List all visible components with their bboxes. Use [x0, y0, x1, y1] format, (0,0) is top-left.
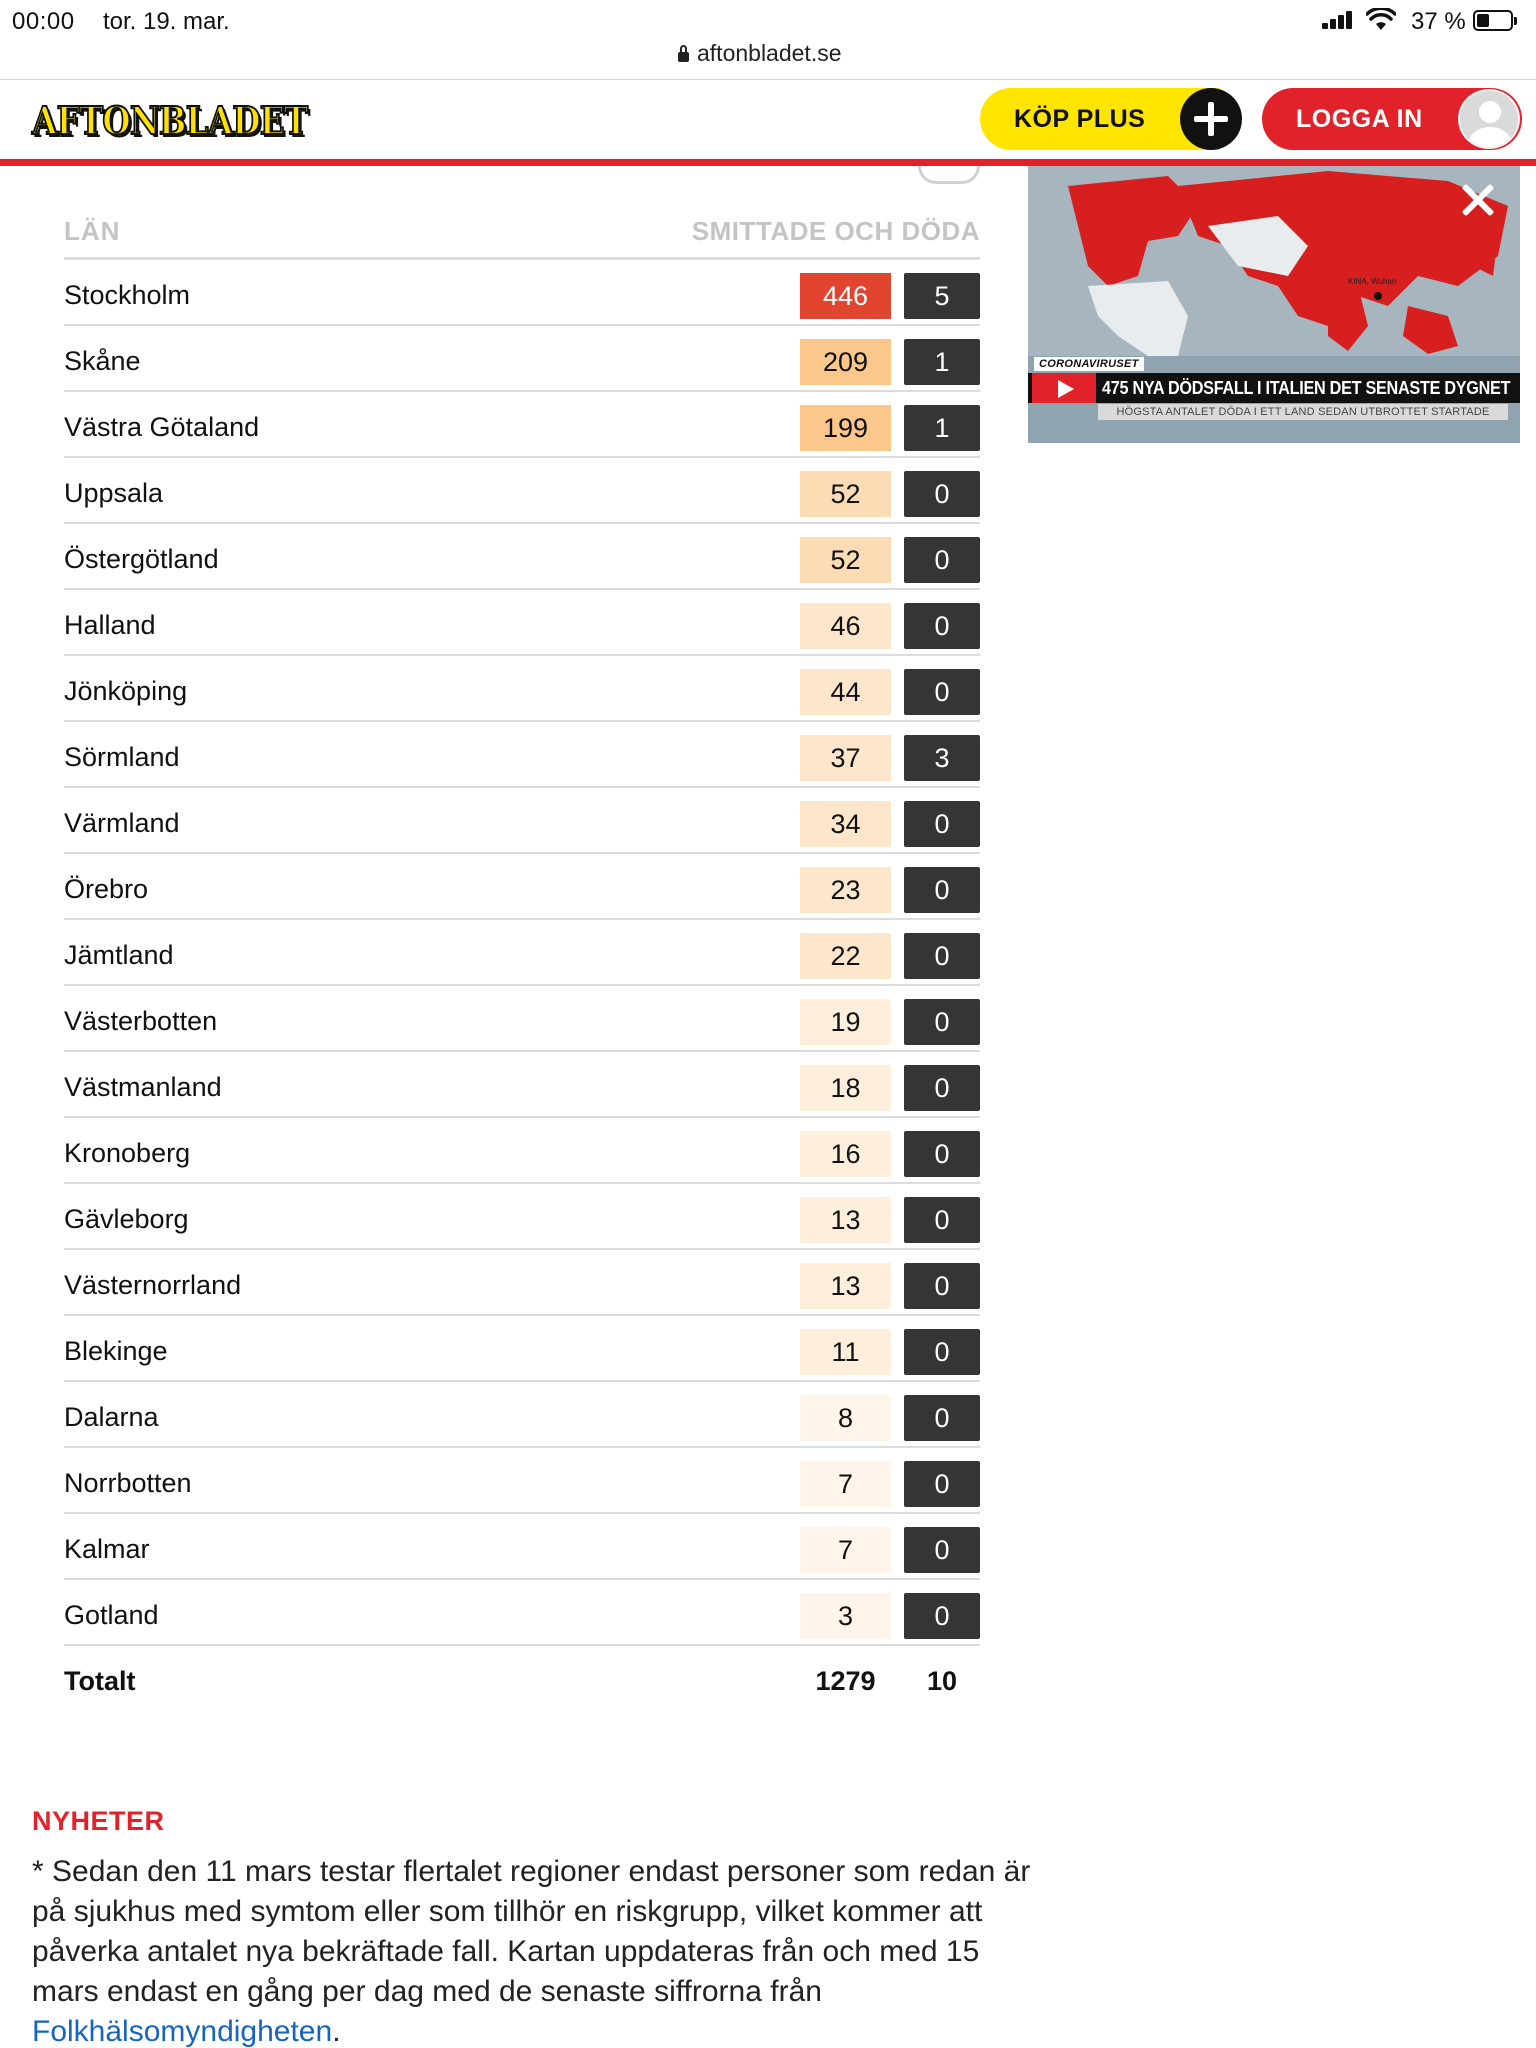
- column-header-stats: SMITTADE OCH DÖDA: [691, 216, 980, 246]
- total-label: Totalt: [64, 1666, 136, 1696]
- deaths-count: 0: [904, 1131, 980, 1177]
- deaths-count: 0: [904, 1065, 980, 1111]
- folkhalsomyndigheten-link[interactable]: Folkhälsomyndigheten: [32, 2015, 333, 2048]
- cases-count: 446: [800, 273, 891, 319]
- region-name: Skåne: [64, 346, 141, 376]
- play-icon[interactable]: [1032, 373, 1096, 403]
- table-row: [64, 986, 980, 1052]
- cases-count: 209: [800, 339, 891, 385]
- region-name: Norrbotten: [64, 1468, 192, 1498]
- status-date: tor. 19. mar.: [103, 8, 230, 35]
- deaths-count: 0: [904, 669, 980, 715]
- table-header: [64, 196, 980, 260]
- region-stats-table: [64, 196, 980, 1712]
- cases-count: 46: [800, 603, 891, 649]
- table-row: [64, 1448, 980, 1514]
- table-row: [64, 326, 980, 392]
- map-label: KINA, Wuhan: [1348, 277, 1397, 286]
- deaths-count: 3: [904, 735, 980, 781]
- header-red-rule: [0, 159, 1536, 166]
- cases-count: 13: [800, 1197, 891, 1243]
- site-header: [0, 80, 1536, 162]
- table-row: [64, 1250, 980, 1316]
- cases-count: 44: [800, 669, 891, 715]
- table-row: [64, 854, 980, 920]
- video-player[interactable]: [1028, 166, 1520, 443]
- table-row: [64, 1052, 980, 1118]
- table-row: [64, 722, 980, 788]
- table-row: [64, 788, 980, 854]
- region-name: Stockholm: [64, 280, 191, 310]
- table-row: [64, 1514, 980, 1580]
- cases-count: 52: [800, 471, 891, 517]
- deaths-count: 0: [904, 801, 980, 847]
- deaths-count: 0: [904, 603, 980, 649]
- cases-count: 11: [800, 1329, 891, 1375]
- table-row: [64, 590, 980, 656]
- cases-count: 3: [800, 1593, 891, 1639]
- plus-icon[interactable]: [1180, 88, 1242, 150]
- table-row: [64, 260, 980, 326]
- partial-circle-icon: [918, 166, 980, 184]
- table-row: [64, 1118, 980, 1184]
- video-tag: CORONAVIRUSET: [1034, 357, 1144, 371]
- region-name: Örebro: [64, 874, 149, 904]
- region-name: Halland: [64, 610, 156, 640]
- deaths-count: 0: [904, 1263, 980, 1309]
- table-row: [64, 524, 980, 590]
- news-note: [32, 1852, 1032, 2048]
- video-subline: HÖGSTA ANTALET DÖDA I ETT LAND SEDAN UTBROTTET STARTADE: [1098, 404, 1508, 420]
- cases-count: 7: [800, 1461, 891, 1507]
- cases-count: 34: [800, 801, 891, 847]
- cellular-signal-icon: [1322, 11, 1358, 29]
- cases-count: 16: [800, 1131, 891, 1177]
- deaths-count: 0: [904, 537, 980, 583]
- cases-count: 22: [800, 933, 891, 979]
- deaths-count: 0: [904, 471, 980, 517]
- table-row: [64, 1316, 980, 1382]
- video-headline: 475 NYA DÖDSFALL I ITALIEN DET SENASTE DYGNET: [1102, 378, 1511, 398]
- deaths-count: 0: [904, 1197, 980, 1243]
- region-name: Dalarna: [64, 1402, 159, 1432]
- region-name: Västernorrland: [64, 1270, 242, 1300]
- region-name: Gotland: [64, 1600, 159, 1630]
- region-name: Jönköping: [64, 676, 188, 706]
- cases-count: 199: [800, 405, 891, 451]
- region-name: Västra Götaland: [64, 412, 260, 442]
- cases-count: 19: [800, 999, 891, 1045]
- region-name: Västerbotten: [64, 1006, 218, 1036]
- table-row: [64, 458, 980, 524]
- wifi-icon: [1366, 8, 1396, 32]
- table-row: [64, 656, 980, 722]
- note-text: * Sedan den 11 mars testar flertalet regioner endast personer som redan är på sjukhus med symtom eller som tillhör en riskgrupp, vilket kommer att påverka antalet nya bekräftade fall. Kartan uppdateras från och med 15 mars endast en gång per dag med de senaste siffrorna från: [32, 1855, 1031, 2008]
- cases-count: 23: [800, 867, 891, 913]
- deaths-count: 5: [904, 273, 980, 319]
- deaths-count: 0: [904, 1593, 980, 1639]
- cases-count: 13: [800, 1263, 891, 1309]
- deaths-count: 1: [904, 339, 980, 385]
- region-name: Kronoberg: [64, 1138, 191, 1168]
- region-name: Gävleborg: [64, 1204, 189, 1234]
- region-name: Uppsala: [64, 478, 164, 508]
- region-name: Jämtland: [64, 940, 174, 970]
- status-time: 00:00: [12, 8, 75, 35]
- total-cases: 1279: [815, 1666, 876, 1696]
- cases-count: 52: [800, 537, 891, 583]
- table-row: [64, 1382, 980, 1448]
- cases-count: 37: [800, 735, 891, 781]
- table-row: [64, 392, 980, 458]
- table-row: [64, 920, 980, 986]
- cases-count: 18: [800, 1065, 891, 1111]
- battery-icon: [1473, 10, 1513, 31]
- cases-count: 7: [800, 1527, 891, 1573]
- table-row: [64, 1580, 980, 1646]
- user-avatar-icon[interactable]: [1458, 89, 1520, 149]
- login-button[interactable]: LOGGA IN: [1262, 88, 1522, 150]
- deaths-count: 0: [904, 1461, 980, 1507]
- deaths-count: 0: [904, 867, 980, 913]
- url-bar[interactable]: [0, 36, 1536, 78]
- deaths-count: 0: [904, 1527, 980, 1573]
- close-icon[interactable]: [1458, 180, 1498, 220]
- region-name: Blekinge: [64, 1336, 168, 1366]
- buy-plus-button[interactable]: KÖP PLUS: [980, 88, 1220, 150]
- column-header-region: LÄN: [64, 216, 121, 246]
- deaths-count: 0: [904, 999, 980, 1045]
- deaths-count: 1: [904, 405, 980, 451]
- deaths-count: 0: [904, 933, 980, 979]
- region-name: Kalmar: [64, 1534, 150, 1564]
- deaths-count: 0: [904, 1329, 980, 1375]
- table-total-row: [64, 1646, 980, 1712]
- deaths-count: 0: [904, 1395, 980, 1441]
- table-row: [64, 1184, 980, 1250]
- url-domain: aftonbladet.se: [697, 40, 842, 66]
- cases-count: 8: [800, 1395, 891, 1441]
- region-name: Sörmland: [64, 742, 180, 772]
- lock-icon: [678, 52, 689, 62]
- region-name: Västmanland: [64, 1072, 222, 1102]
- total-deaths: 10: [926, 1666, 958, 1696]
- news-section-label[interactable]: NYHETER: [32, 1806, 165, 1836]
- note-end: .: [332, 2015, 341, 2048]
- aftonbladet-logo[interactable]: AFTONBLADET: [32, 98, 308, 143]
- video-headline-bar: [1028, 373, 1520, 403]
- region-name: Värmland: [64, 808, 180, 838]
- region-name: Östergötland: [64, 544, 219, 574]
- battery-percent: 37 %: [1411, 8, 1466, 35]
